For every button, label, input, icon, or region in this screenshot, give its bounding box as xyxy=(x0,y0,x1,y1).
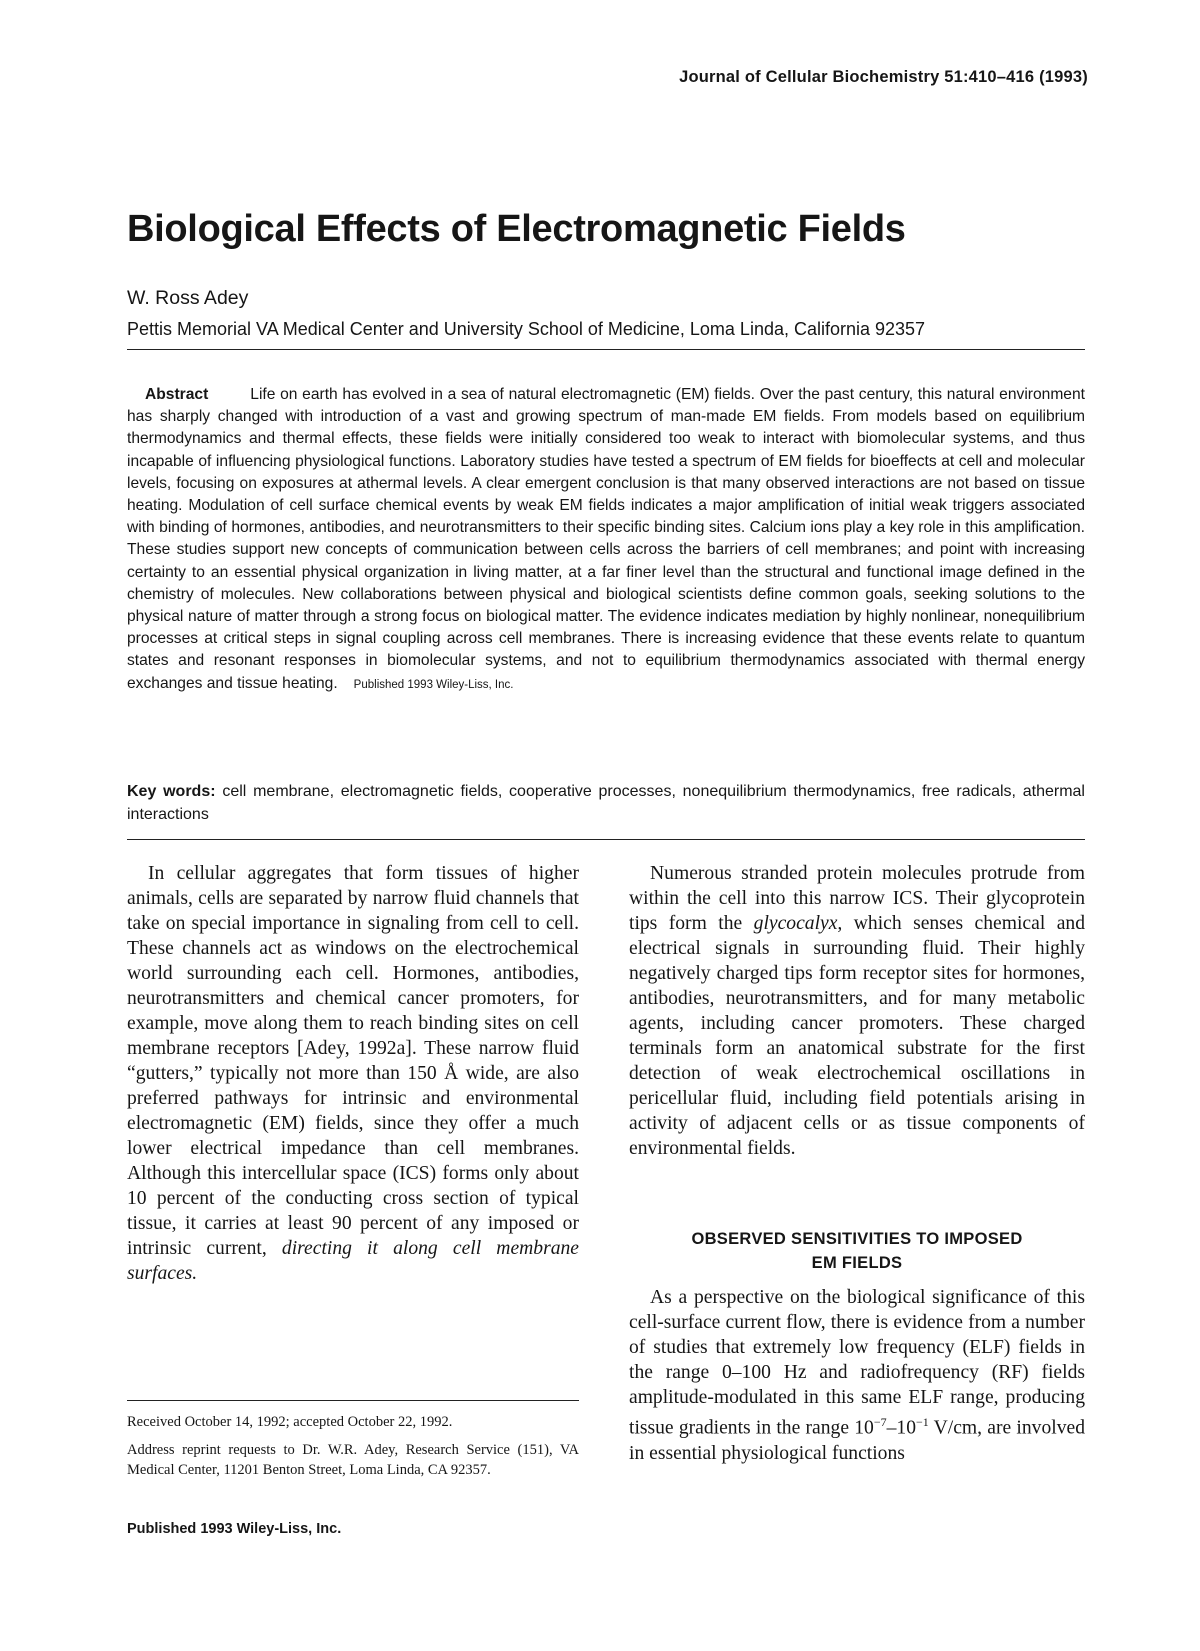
abstract-published-note: Published 1993 Wiley-Liss, Inc. xyxy=(353,678,514,691)
range-dash: –10 xyxy=(886,1417,916,1439)
paragraph-text: In cellular aggregates that form tissues of higher animals, cells are separated by narrow fluid channels that take on special importance in signaling from cell to cell. These channels act as windows on the electrochemical world surrounding each cell. Hormones, antibodies, neurotransmitters and chemical cancer promoters, for example, move along them to reach binding sites on cell membrane receptors [Adey, 1992a]. These narrow fluid “gutters,” typically not more than 150 Å wide, are also preferred pathways for intrinsic and environmental electromagnetic (EM) fields, since they offer a much lower electrical impedance than cell membranes. Although this intercellular space (ICS) forms only about 10 percent of the conducting cross section of typical tissue, it carries at least 90 percent of any imposed or intrinsic current, xyxy=(127,863,579,1259)
keywords-label: Key words: xyxy=(127,783,216,800)
keywords-text: cell membrane, electromagnetic fields, cooperative processes, nonequilibrium thermodynamics, free radicals, athermal interactions xyxy=(127,783,1085,823)
article-title: Biological Effects of Electromagnetic Fields xyxy=(127,208,906,250)
exponent: −1 xyxy=(916,1415,929,1429)
abstract-text: Life on earth has evolved in a sea of natural electromagnetic (EM) fields. Over the past century, this natural environment has sharply changed with introduction of a vast and growing spectrum of man-made EM fields. From models based on equilibrium thermodynamics and thermal effects, these fields were initially considered too weak to interact with biomolecular systems, and thus incapable of influencing physiological functions. Laboratory studies have tested a spectrum of EM fields for bioeffects at cell and molecular levels, focusing on exposures at athermal levels. A clear emergent conclusion is that many observed interactions are not based on tissue heating. Modulation of cell surface chemical events by weak EM fields indicates a major amplification of initial weak triggers associated with binding of hormones, antibodies, and neurotransmitters to their specific binding sites. Calcium ions play a key role in this amplification. These studies support new concepts of communication between cells across the barriers of cell membranes; and point with increasing certainty to an essential physical organization in living matter, at a far finer level than the structural and functional image defined in the chemistry of molecules. New collaborations between physical and biological scientists define common goals, seeking solutions to the physical nature of matter through a strong focus on biological matter. The evidence indicates mediation by highly nonlinear, nonequilibrium processes at critical steps in signal coupling across cell membranes. There is increasing evidence that these events relate to quantum states and resonant responses in biomolecular systems, and not to equilibrium thermodynamics associated with thermal energy exchanges and tissue heating. xyxy=(127,386,1085,692)
paragraph-text: Numerous stranded protein molecules protrude from within the cell into this narrow ICS. Their glycoprotein tips form the xyxy=(629,863,1085,934)
footnote-received: Received October 14, 1992; accepted October 22, 1992. xyxy=(127,1414,453,1430)
body-column-left-paragraph xyxy=(127,861,579,1286)
abstract xyxy=(127,384,1085,696)
footnote-rule xyxy=(127,1400,579,1401)
publisher-note: Published 1993 Wiley-Liss, Inc. xyxy=(127,1521,342,1537)
footnote-address: Address reprint requests to Dr. W.R. Adey, Research Service (151), VA Medical Center, 11201 Benton Street, Loma Linda, CA 92357. xyxy=(127,1442,579,1478)
emphasis-text: glycocalyx, xyxy=(753,913,843,934)
paragraph-text: As a perspective on the biological significance of this cell-surface current flow, there is evidence from a number of studies that extremely low frequency (ELF) fields in the range 0–100 Hz and radiofrequency (RF) fields amplitude-modulated in this same ELF range, producing tissue gradients in the range 10 xyxy=(629,1287,1085,1439)
body-column-right-paragraph xyxy=(629,861,1085,1161)
section-heading xyxy=(629,1227,1085,1275)
abstract-label: Abstract xyxy=(145,386,209,403)
author-name: W. Ross Adey xyxy=(127,287,249,309)
exponent: −7 xyxy=(873,1415,887,1429)
emphasis-text: directing it along cell membrane surfaces. xyxy=(127,1238,580,1284)
body-top-rule xyxy=(127,839,1085,840)
section-heading-line-2: EM FIELDS xyxy=(811,1254,903,1272)
paragraph-text: V/cm, are involved in essential physiological functions xyxy=(629,1417,1085,1464)
keywords xyxy=(127,780,1085,826)
paragraph-text: which senses chemical and electrical signals in surrounding fluid. Their highly negatively charged tips form receptor sites for hormones, antibodies, neurotransmitters, and for many metabolic agents, including cancer promoters. These charged terminals form an anatomical substrate for the first detection of weak electrochemical oscillations in pericellular fluid, including field potentials arising in activity of adjacent cells or as tissue components of environmental fields. xyxy=(629,913,1085,1159)
journal-citation: Journal of Cellular Biochemistry 51:410–416 (1993) xyxy=(679,68,1088,86)
abstract-top-rule xyxy=(127,349,1085,350)
body-column-right-paragraph-2 xyxy=(629,1285,1085,1466)
section-heading-line-1: OBSERVED SENSITIVITIES TO IMPOSED xyxy=(691,1230,1023,1248)
author-affiliation: Pettis Memorial VA Medical Center and University School of Medicine, Loma Linda, California 92357 xyxy=(127,319,926,339)
